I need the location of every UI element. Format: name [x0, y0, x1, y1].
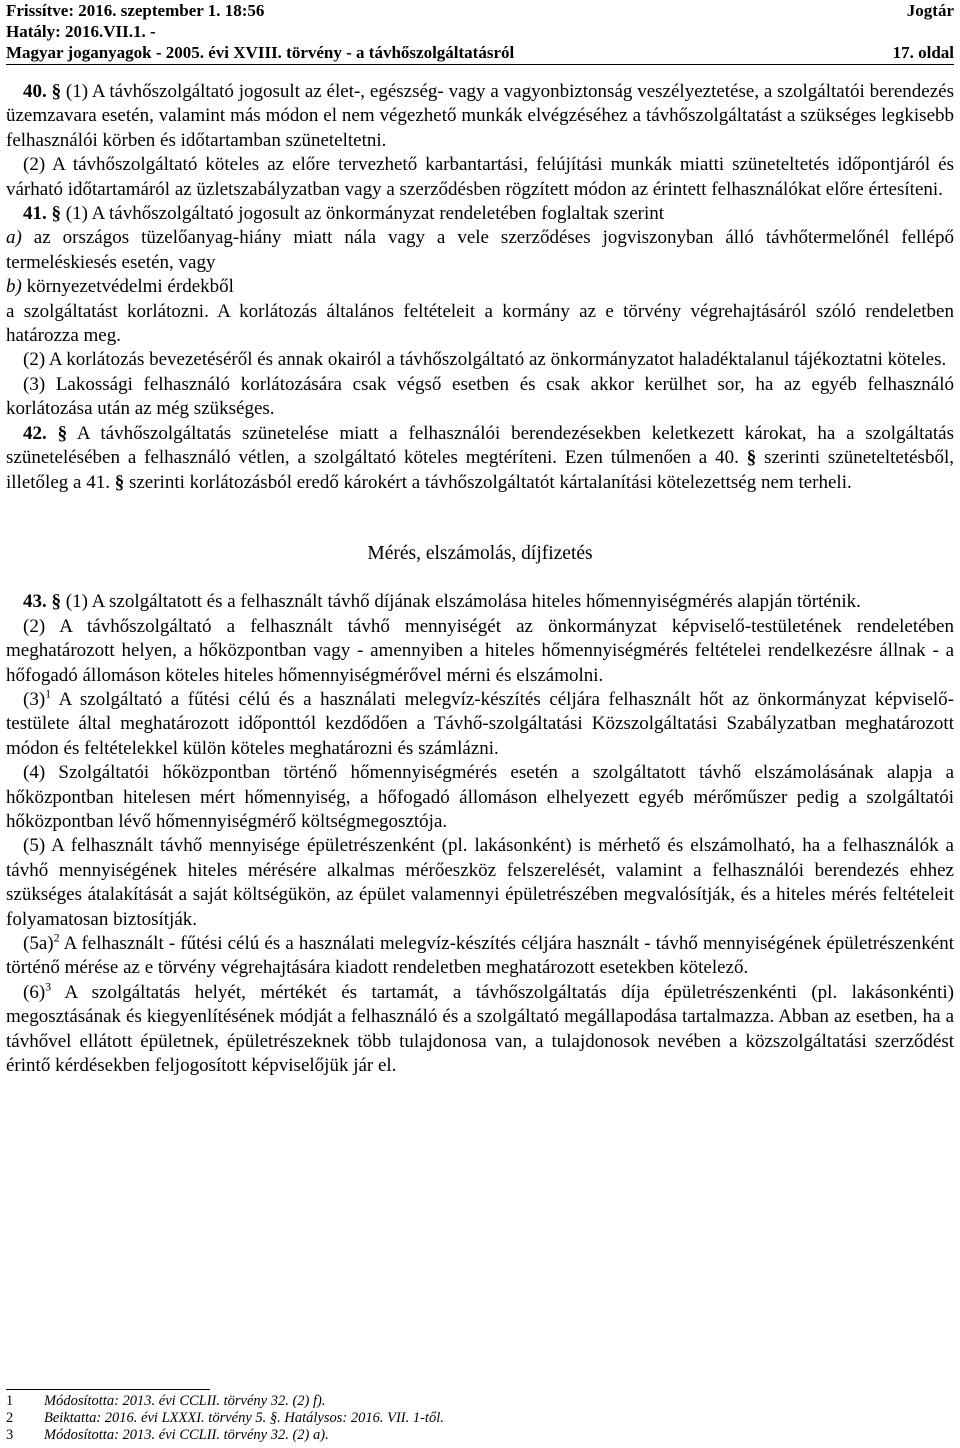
paragraph-sign: § [51, 591, 61, 613]
point-text: az országos tüzelőanyag-hiány miatt nála vagy a vele szerződéses jogviszonyban álló távhőtermelőnél fellépő termeléskiesés esetén, vagy [6, 227, 954, 273]
footnote-text: Beiktatta: 2016. évi LXXXI. törvény 5. §. Hatálysos: 2016. VII. 1-től. [44, 1409, 444, 1426]
section-43-para-1 [6, 590, 954, 614]
section-number: 41. [23, 203, 47, 225]
section-number: 42. [23, 422, 47, 444]
section-41-para-1 [6, 202, 954, 226]
footnote-ref[interactable]: 2 [53, 930, 60, 945]
page-number: 17. oldal [892, 43, 954, 62]
section-40-para-2: (2) A távhőszolgáltató köteles az előre tervezhető karbantartási, felújítási munkák miatti szüneteltetés időpontjáról és várható időtartamáról az üzletszabályzatban vagy a szerződésben rögzített módon az érintett felhasználókat előre értesíteni. [6, 154, 954, 200]
paragraph-text: A távhőszolgáltatás szünetelése miatt a felhasználói berendezésekben keletkezett károkat, ha a szolgáltatás szünetelésében a felhasználó vétlen, a szolgáltató köteles megtéríteni. Ezen túlmenően a 40. [6, 422, 954, 469]
paragraph-sign: § [51, 203, 61, 225]
paragraph-label: (6) [23, 981, 46, 1003]
paragraph-sign: § [746, 447, 757, 469]
point-text: környezetvédelmi érdekből [21, 276, 234, 298]
section-41-para-1-end: a szolgáltatást korlátozni. A korlátozás általános feltételeit a kormány az e törvény végrehajtásáról szóló rendeletben határozza meg. [6, 300, 954, 347]
paragraph-label: (3) [23, 688, 46, 710]
section-42-para [6, 422, 954, 495]
point-label: b) [6, 276, 22, 298]
section-43-para-2: (2) A távhőszolgáltató a felhasznált távhő mennyiségét az önkormányzat képviselő-testületének rendeletében meghatározott helyen, a hőközpontban vagy - amennyiben a hiteles hőmennyiségmérés feltételei rendelkezésre állnak - a hőfogadó állomáson köteles hiteles hőmennyiségmérővel mérni és elszámolni. [6, 615, 954, 686]
paragraph-text: szerinti korlátozásból eredő károkért a távhőszolgáltatót kártalanítási kötelezettség nem terheli. [124, 471, 852, 493]
section-41-point-a [6, 226, 954, 275]
paragraph-text: A felhasznált - fűtési célú és a használati melegvíz-készítés céljára használt - távhő mennyiségének épületrészenként történő mérése az e törvény végrehajtására kiadott rendeletben meghatározott esetekben kötelező. [6, 933, 954, 979]
footnote [6, 1410, 444, 1427]
footnote-number: 2 [6, 1409, 14, 1426]
document-body [6, 80, 954, 1078]
effective-date: Hatály: 2016.VII.1. - [6, 22, 156, 41]
section-43-para-6 [6, 981, 954, 1079]
footnote-ref[interactable]: 1 [45, 686, 52, 701]
section-41-para-2: (2) A korlátozás bevezetéséről és annak okairól a távhőszolgáltató az önkormányzatot haladéktalanul tájékoztatni köteles. [23, 349, 947, 371]
footnote-number: 1 [6, 1393, 14, 1409]
publisher-name: Jogtár [906, 1, 954, 20]
footnote-text: Módosította: 2013. évi CCLII. törvény 32. (2) f). [44, 1393, 326, 1409]
section-43-para-3 [6, 688, 954, 761]
paragraph-sign: § [57, 422, 68, 444]
document-title: Magyar joganyagok - 2005. évi XVIII. törvény - a távhőszolgáltatásról [6, 43, 515, 62]
footnote-number: 3 [6, 1426, 14, 1443]
paragraph-text: (1) A távhőszolgáltató jogosult az önkormányzat rendeletében foglaltak szerint [61, 203, 665, 225]
page-header [6, 0, 954, 63]
footnote-divider [6, 1389, 210, 1390]
footnote-text: Módosította: 2013. évi CCLII. törvény 32. (2) a). [44, 1426, 329, 1443]
paragraph-text: A szolgáltató a fűtési célú és a használati melegvíz-készítés céljára felhasznált hőt az önkormányzat képviselő-testülete által meghatározott időponttól kezdődően a Távhő-szolgáltatási Közszolgáltatási Szabályzatban meghatározott módon és feltételekkel külön köteles meghatározni és számlázni. [6, 688, 954, 759]
footnote [6, 1393, 444, 1410]
updated-timestamp: Frissítve: 2016. szeptember 1. 18:56 [6, 1, 265, 20]
paragraph-sign: § [114, 471, 125, 493]
paragraph-text: (1) A távhőszolgáltató jogosult az élet-, egészség- vagy a vagyonbiztonság veszélyeztetése, a szolgáltatói berendezés üzemzavara esetén, valamint más módon el nem végezhető munkák elvégzéséhez a távhőszolgáltatást a szükséges legkisebb felhasználói körben és időtartamban szüneteltetni. [6, 81, 955, 151]
footnote [6, 1427, 444, 1444]
point-label: a) [6, 227, 22, 249]
paragraph-label: (5a) [23, 933, 54, 954]
section-43-para-4: (4) Szolgáltatói hőközpontban történő hőmennyiségmérés esetén a szolgáltatott távhő elszámolásának alapja a hőközpontban hitelesen mért hőmennyiség, a hőfogadó állomáson elhelyezett egyéb mérőműszer pedig a szolgáltatói hőközpontban lévő hőmennyiségmérő költségmegosztója. [6, 762, 954, 832]
paragraph-text: (1) A szolgáltatott és a felhasznált távhő díjának elszámolása hiteles hőmennyiségmérés alapján történik. [61, 591, 861, 613]
section-number: 40. [23, 81, 47, 102]
section-41-para-3: (3) Lakossági felhasználó korlátozására csak végső esetben és csak akkor kerülhet sor, ha az egyéb felhasználó korlátozása után az még szükséges. [6, 373, 954, 420]
paragraph-sign: § [51, 81, 62, 102]
paragraph-text: A szolgáltatás helyét, mértékét és tartamát, a távhőszolgáltatás díja épületrészenkénti (pl. lakásonkénti) megosztásának és kiegyenlítésének módját a felhasználó és a szolgáltató megállapodása tartalmazza. Abban az esetben, ha a távhővel ellátott épületnek, épületrészeknek több tulajdonosa van, a tulajdonosok nevében a közszolgáltatási szerződést érintő kérdésekben feljogosított képviselőjük jár el. [6, 981, 954, 1077]
footnotes [6, 1393, 444, 1443]
paragraph-text: szerinti szüneteltetésből, illetőleg a 41. [6, 447, 954, 493]
section-43-para-5: (5) A felhasznált távhő mennyisége épületrészenként (pl. lakásonként) is mérhető és elszámolható, ha a felhasználók a távhő mennyiségének hiteles mérésére alkalmas mérőeszköz felszerelését, valamint a felhasználói berendezés ehhez szükséges átalakítását a saját költségükön, az épület valamennyi épületrészében megvalósítják, és a hiteles mérés feltételeit folyamatosan biztosítják. [6, 835, 954, 930]
section-number: 43. [23, 591, 47, 613]
header-divider [6, 64, 954, 65]
section-heading: Mérés, elszámolás, díjfizetés [367, 542, 593, 564]
section-41-point-b [6, 275, 954, 299]
footnote-ref[interactable]: 3 [45, 979, 52, 994]
section-43-para-5a [6, 932, 954, 981]
section-40-para-1 [6, 80, 954, 153]
